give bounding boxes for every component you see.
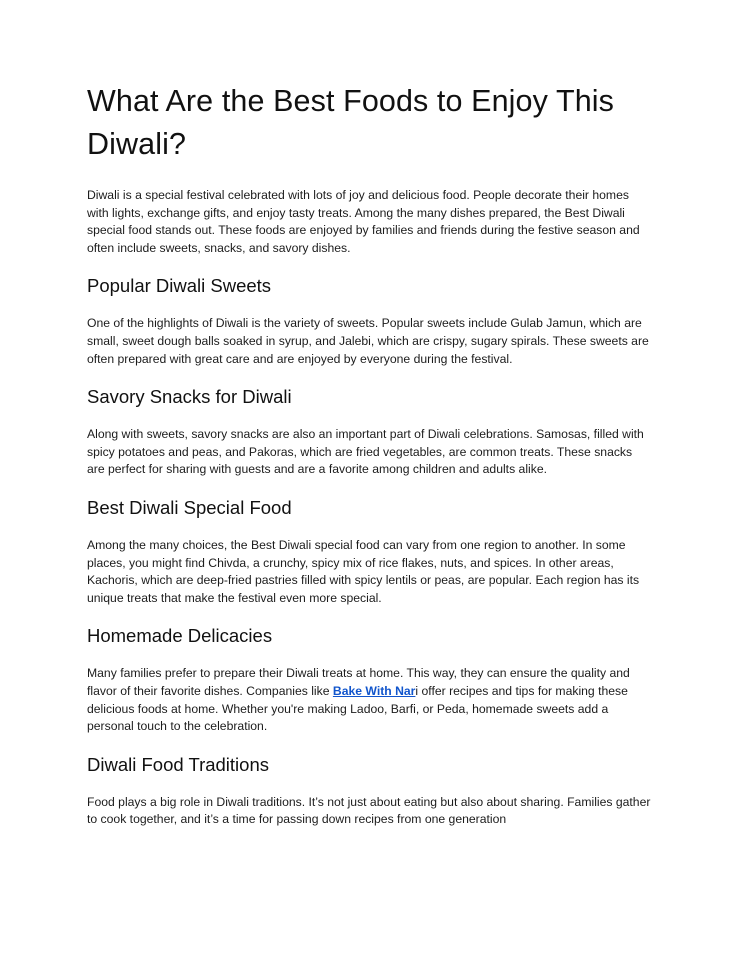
section-heading-traditions: Diwali Food Traditions: [87, 753, 269, 775]
section-body-special-food: Among the many choices, the Best Diwali special food can vary from one region to another. In some places, you might find Chivda, a crunchy, spicy mix of rice flakes, nuts, and spices. In other areas, Kachoris, which are deep-fried pastries filled with spicy lentils or peas, are popular. Each region has its unique treats that make the festival even more special.: [87, 537, 640, 605]
section-body-sweets: One of the highlights of Diwali is the variety of sweets. Popular sweets include Gulab Jamun, which are small, sweet dough balls soaked in syrup, and Jalebi, which are crispy, sugary spirals. These sweets are often prepared with great care and are enjoyed by everyone during the festival.: [87, 316, 649, 366]
homemade-text-before-link: Many families prefer to prepare their Diwali treats at home. This way, they can ensure the quality and flavor of their favorite dishes. Companies like: [87, 666, 630, 698]
section-body-homemade: [87, 665, 652, 735]
homemade-text-after-link: i offer recipes and tips for making these delicious foods at home. Whether you're making Ladoo, Barfi, or Peda, homemade sweets add a personal touch to the celebration.: [87, 683, 628, 734]
intro-paragraph: Diwali is a special festival celebrated with lots of joy and delicious food. People decorate their homes with lights, exchange gifts, and enjoy tasty treats. Among the many dishes prepared, the Best Diwali special food stands out. These foods are enjoyed by families and friends during the festive season and often include sweets, snacks, and savory dishes.: [87, 188, 640, 255]
section-body-traditions: Food plays a big role in Diwali traditions. It’s not just about eating but also about sharing. Families gather to cook together, and it’s a time for passing down recipes from one generation: [87, 794, 651, 827]
section-body-savory-snacks: Along with sweets, savory snacks are also an important part of Diwali celebrations. Samosas, filled with spicy potatoes and peas, and Pakoras, which are fried vegetables, are common treats. These snacks are perfect for sharing with guests and are a favorite among children and adults alike.: [87, 427, 644, 477]
page-title: What Are the Best Foods to Enjoy This Diwali?: [87, 84, 614, 161]
section-heading-special-food: Best Diwali Special Food: [87, 496, 292, 518]
section-heading-homemade: Homemade Delicacies: [87, 625, 273, 647]
section-heading-savory-snacks: Savory Snacks for Diwali: [87, 386, 292, 408]
bake-with-nari-link[interactable]: Bake With Nar: [332, 683, 416, 698]
document-page: [87, 80, 652, 846]
section-heading-sweets: Popular Diwali Sweets: [87, 275, 272, 297]
